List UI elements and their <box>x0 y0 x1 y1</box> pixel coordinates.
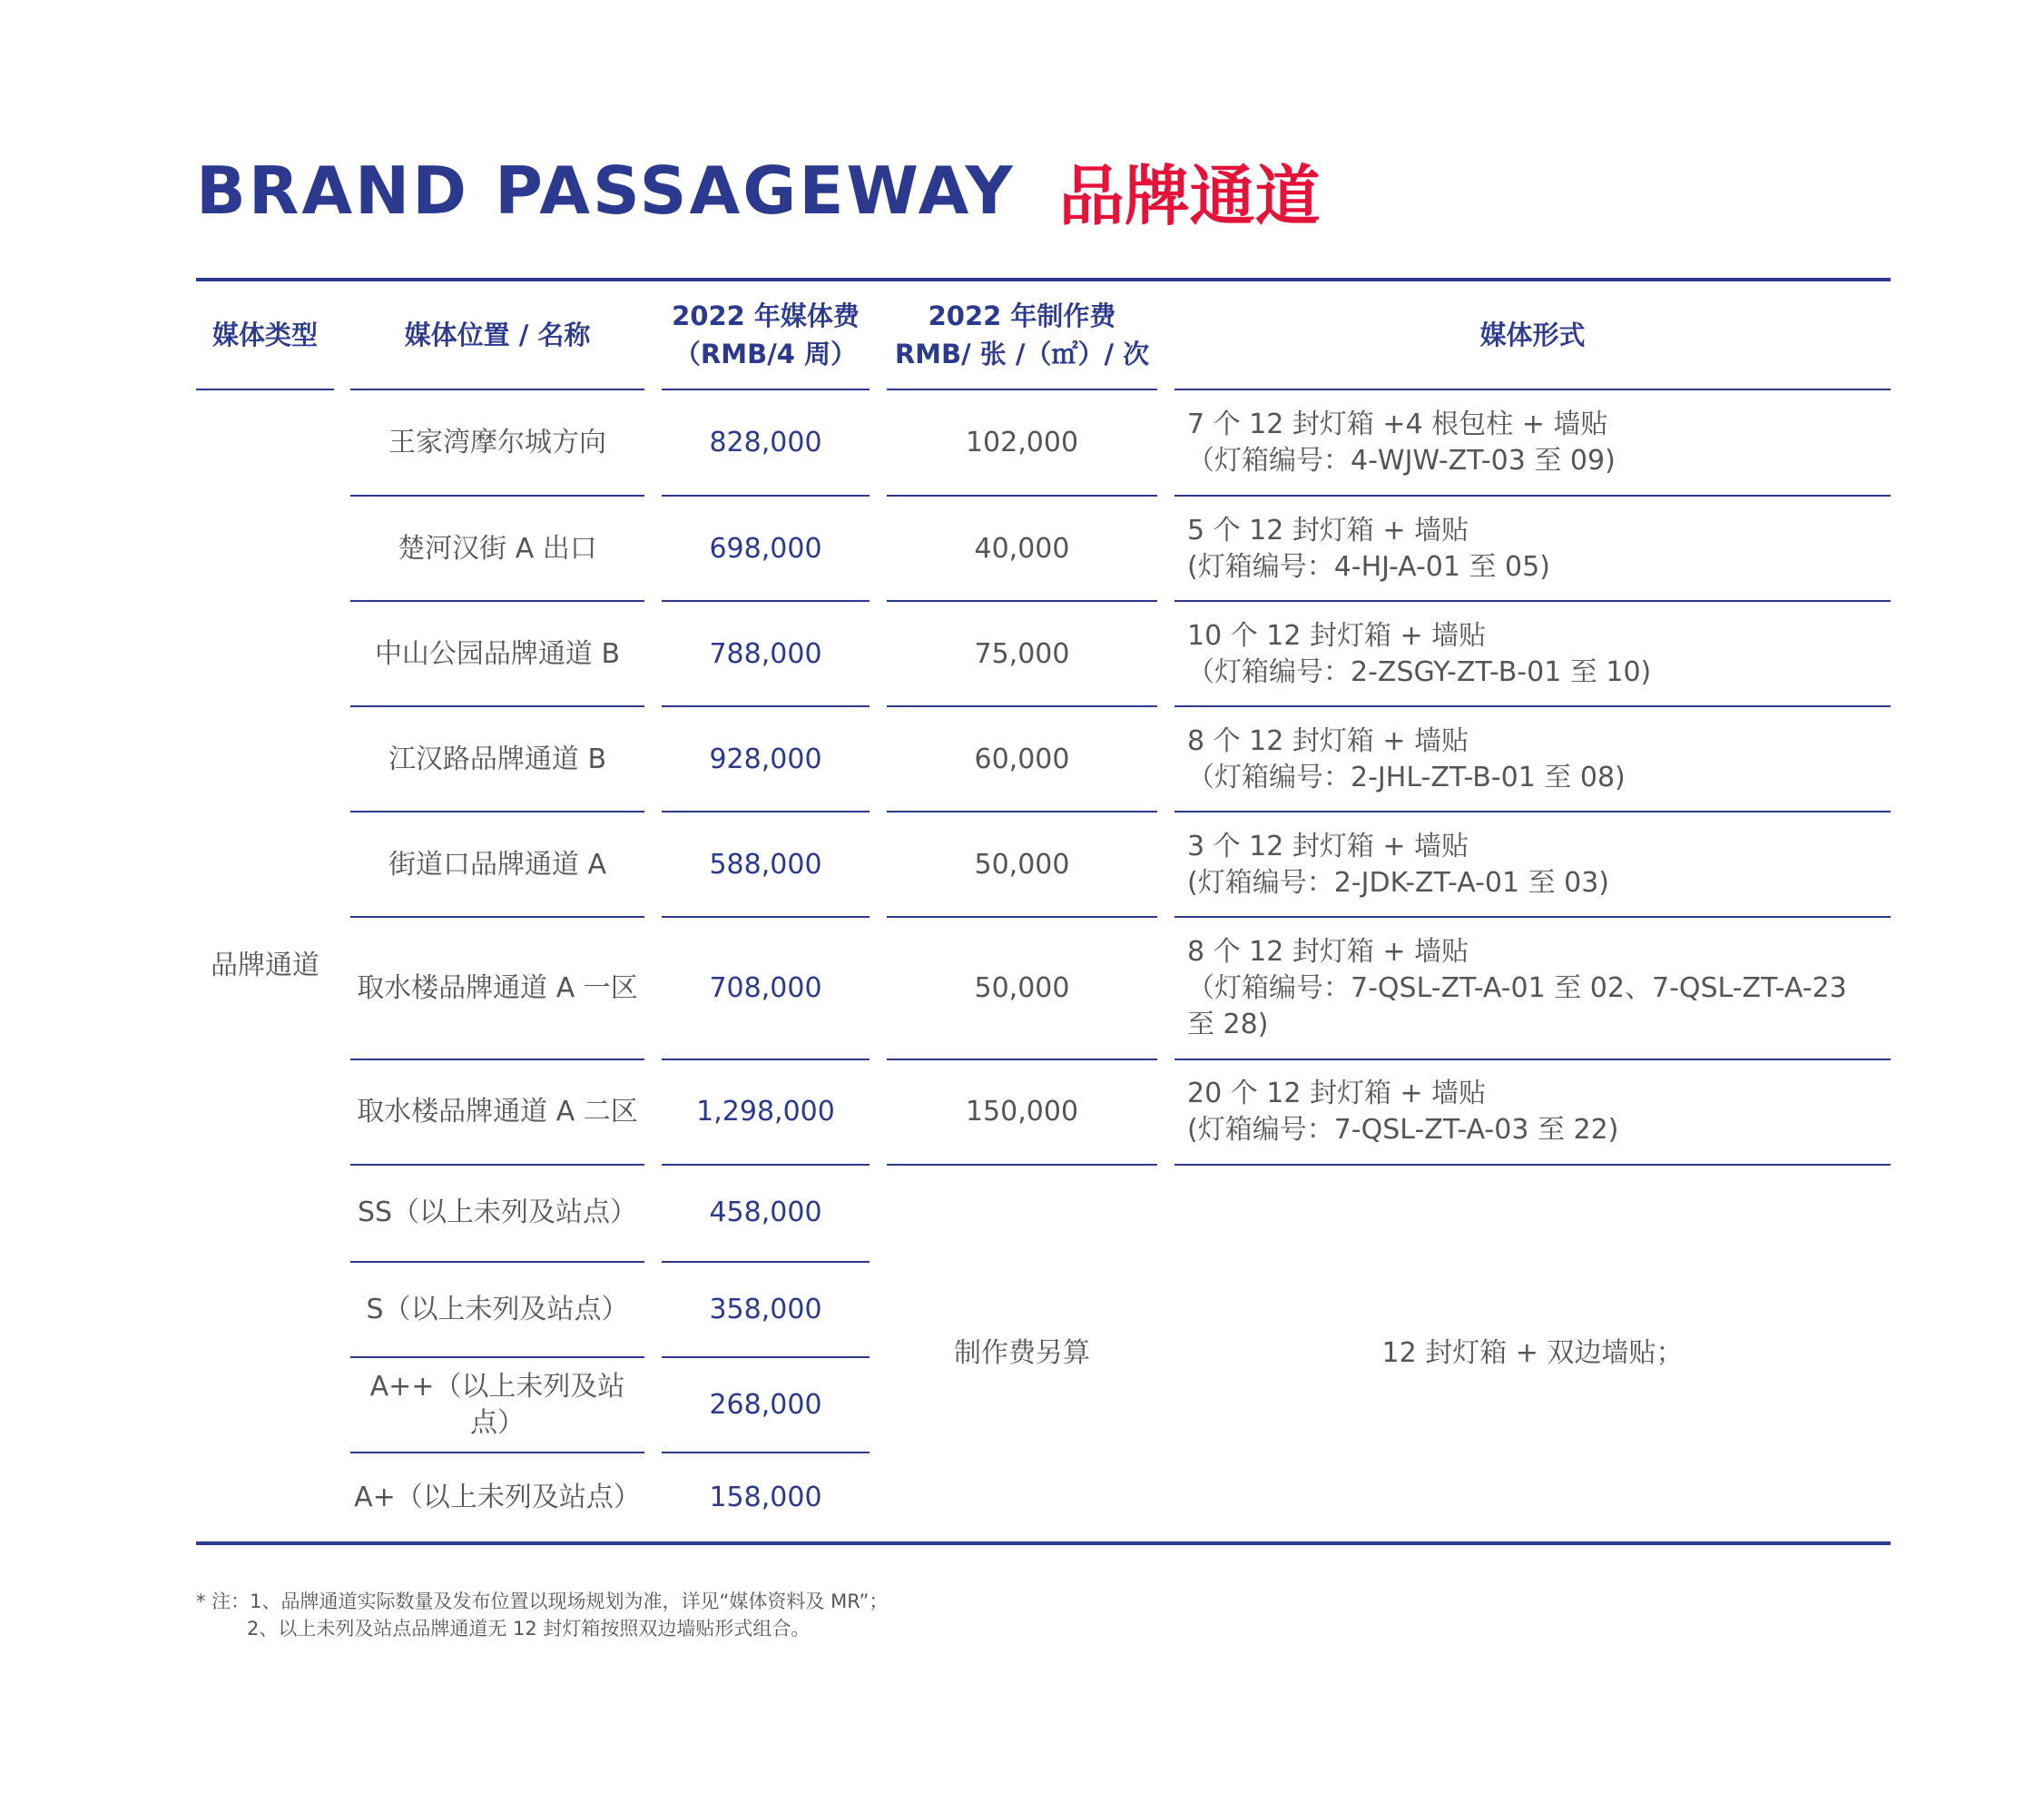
row-media-form: 8 个 12 封灯箱 + 墙贴 （灯箱编号：2-JHL-ZT-B-01 至 08) <box>1187 724 1626 793</box>
other-row-media-fee: 458,000 <box>709 1197 822 1228</box>
other-row-position: A++（以上未列及站点） <box>369 1370 625 1439</box>
row-production-fee: 102,000 <box>965 427 1079 458</box>
other-row-position: A+（以上未列及站点） <box>354 1481 641 1513</box>
other-row-media-fee: 268,000 <box>709 1388 822 1421</box>
other-production-fee: 制作费另算 <box>954 1337 1090 1369</box>
title-english: BRAND PASSAGEWAY <box>196 153 1016 229</box>
footnote-line-2: 2、以上未列及站点品牌通道无 12 封灯箱按照双边墙贴形式组合。 <box>247 1618 811 1640</box>
row-media-form: 8 个 12 封灯箱 + 墙贴 （灯箱编号：7-QSL-ZT-A-01 至 02、7-QSL-ZT-A-23 至 28) <box>1187 935 1847 1040</box>
footnote-line-1: * 注：1、品牌通道实际数量及发布位置以现场规划为准，详见“媒体资料及 MR”； <box>196 1590 889 1612</box>
row-position: 中山公园品牌通道 B <box>374 637 621 670</box>
media-type-cell: 品牌通道 <box>211 950 319 981</box>
row-production-fee: 40,000 <box>974 532 1070 565</box>
row-position: 江汉路品牌通道 B <box>388 743 607 775</box>
other-row-media-fee: 358,000 <box>709 1293 822 1325</box>
row-media-fee: 588,000 <box>709 848 822 881</box>
other-media-form: 12 封灯箱 + 双边墙贴； <box>1381 1337 1684 1369</box>
row-media-form: 20 个 12 封灯箱 + 墙贴 (灯箱编号：7-QSL-ZT-A-03 至 22) <box>1187 1078 1619 1146</box>
header-media-fee: 2022 年媒体费 （RMB/4 周） <box>672 300 860 369</box>
row-production-fee: 75,000 <box>974 637 1070 670</box>
row-media-form: 7 个 12 封灯箱 +4 根包柱 + 墙贴 （灯箱编号：4-WJW-ZT-03 至 09) <box>1187 409 1616 477</box>
row-media-fee: 788,000 <box>709 637 822 670</box>
other-row-media-fee: 158,000 <box>709 1481 822 1513</box>
page-title <box>196 145 1321 236</box>
title-chinese: 品牌通道 <box>1058 158 1321 234</box>
row-production-fee: 150,000 <box>965 1096 1079 1128</box>
row-production-fee: 60,000 <box>974 743 1070 775</box>
row-media-fee: 698,000 <box>709 532 822 565</box>
row-media-fee: 828,000 <box>709 427 822 458</box>
row-position: 王家湾摩尔城方向 <box>388 427 606 458</box>
table-bottom-rule <box>196 1541 1891 1545</box>
row-media-fee: 708,000 <box>709 971 822 1004</box>
row-media-form: 10 个 12 封灯箱 + 墙贴 （灯箱编号：2-ZSGY-ZT-B-01 至 10) <box>1187 619 1652 688</box>
row-position: 取水楼品牌通道 A 一区 <box>357 971 638 1004</box>
row-media-fee: 1,298,000 <box>696 1096 835 1128</box>
other-row-position: S（以上未列及站点） <box>366 1293 629 1325</box>
row-media-form: 5 个 12 封灯箱 + 墙贴 (灯箱编号：4-HJ-A-01 至 05) <box>1187 514 1550 583</box>
row-media-form: 3 个 12 封灯箱 + 墙贴 (灯箱编号：2-JDK-ZT-A-01 至 03) <box>1187 830 1610 899</box>
header-media-form: 媒体形式 <box>1479 320 1586 350</box>
row-position: 楚河汉街 A 出口 <box>398 532 597 565</box>
other-row-position: SS（以上未列及站点） <box>357 1197 638 1228</box>
header-production-fee: 2022 年制作费 RMB/ 张 /（㎡）/ 次 <box>894 300 1150 369</box>
row-position: 街道口品牌通道 A <box>388 848 607 881</box>
header-media-type: 媒体类型 <box>211 320 318 350</box>
row-production-fee: 50,000 <box>974 971 1070 1004</box>
row-position: 取水楼品牌通道 A 二区 <box>357 1096 638 1128</box>
row-media-fee: 928,000 <box>709 743 822 775</box>
row-production-fee: 50,000 <box>974 848 1070 881</box>
header-media-position: 媒体位置 / 名称 <box>404 320 591 350</box>
